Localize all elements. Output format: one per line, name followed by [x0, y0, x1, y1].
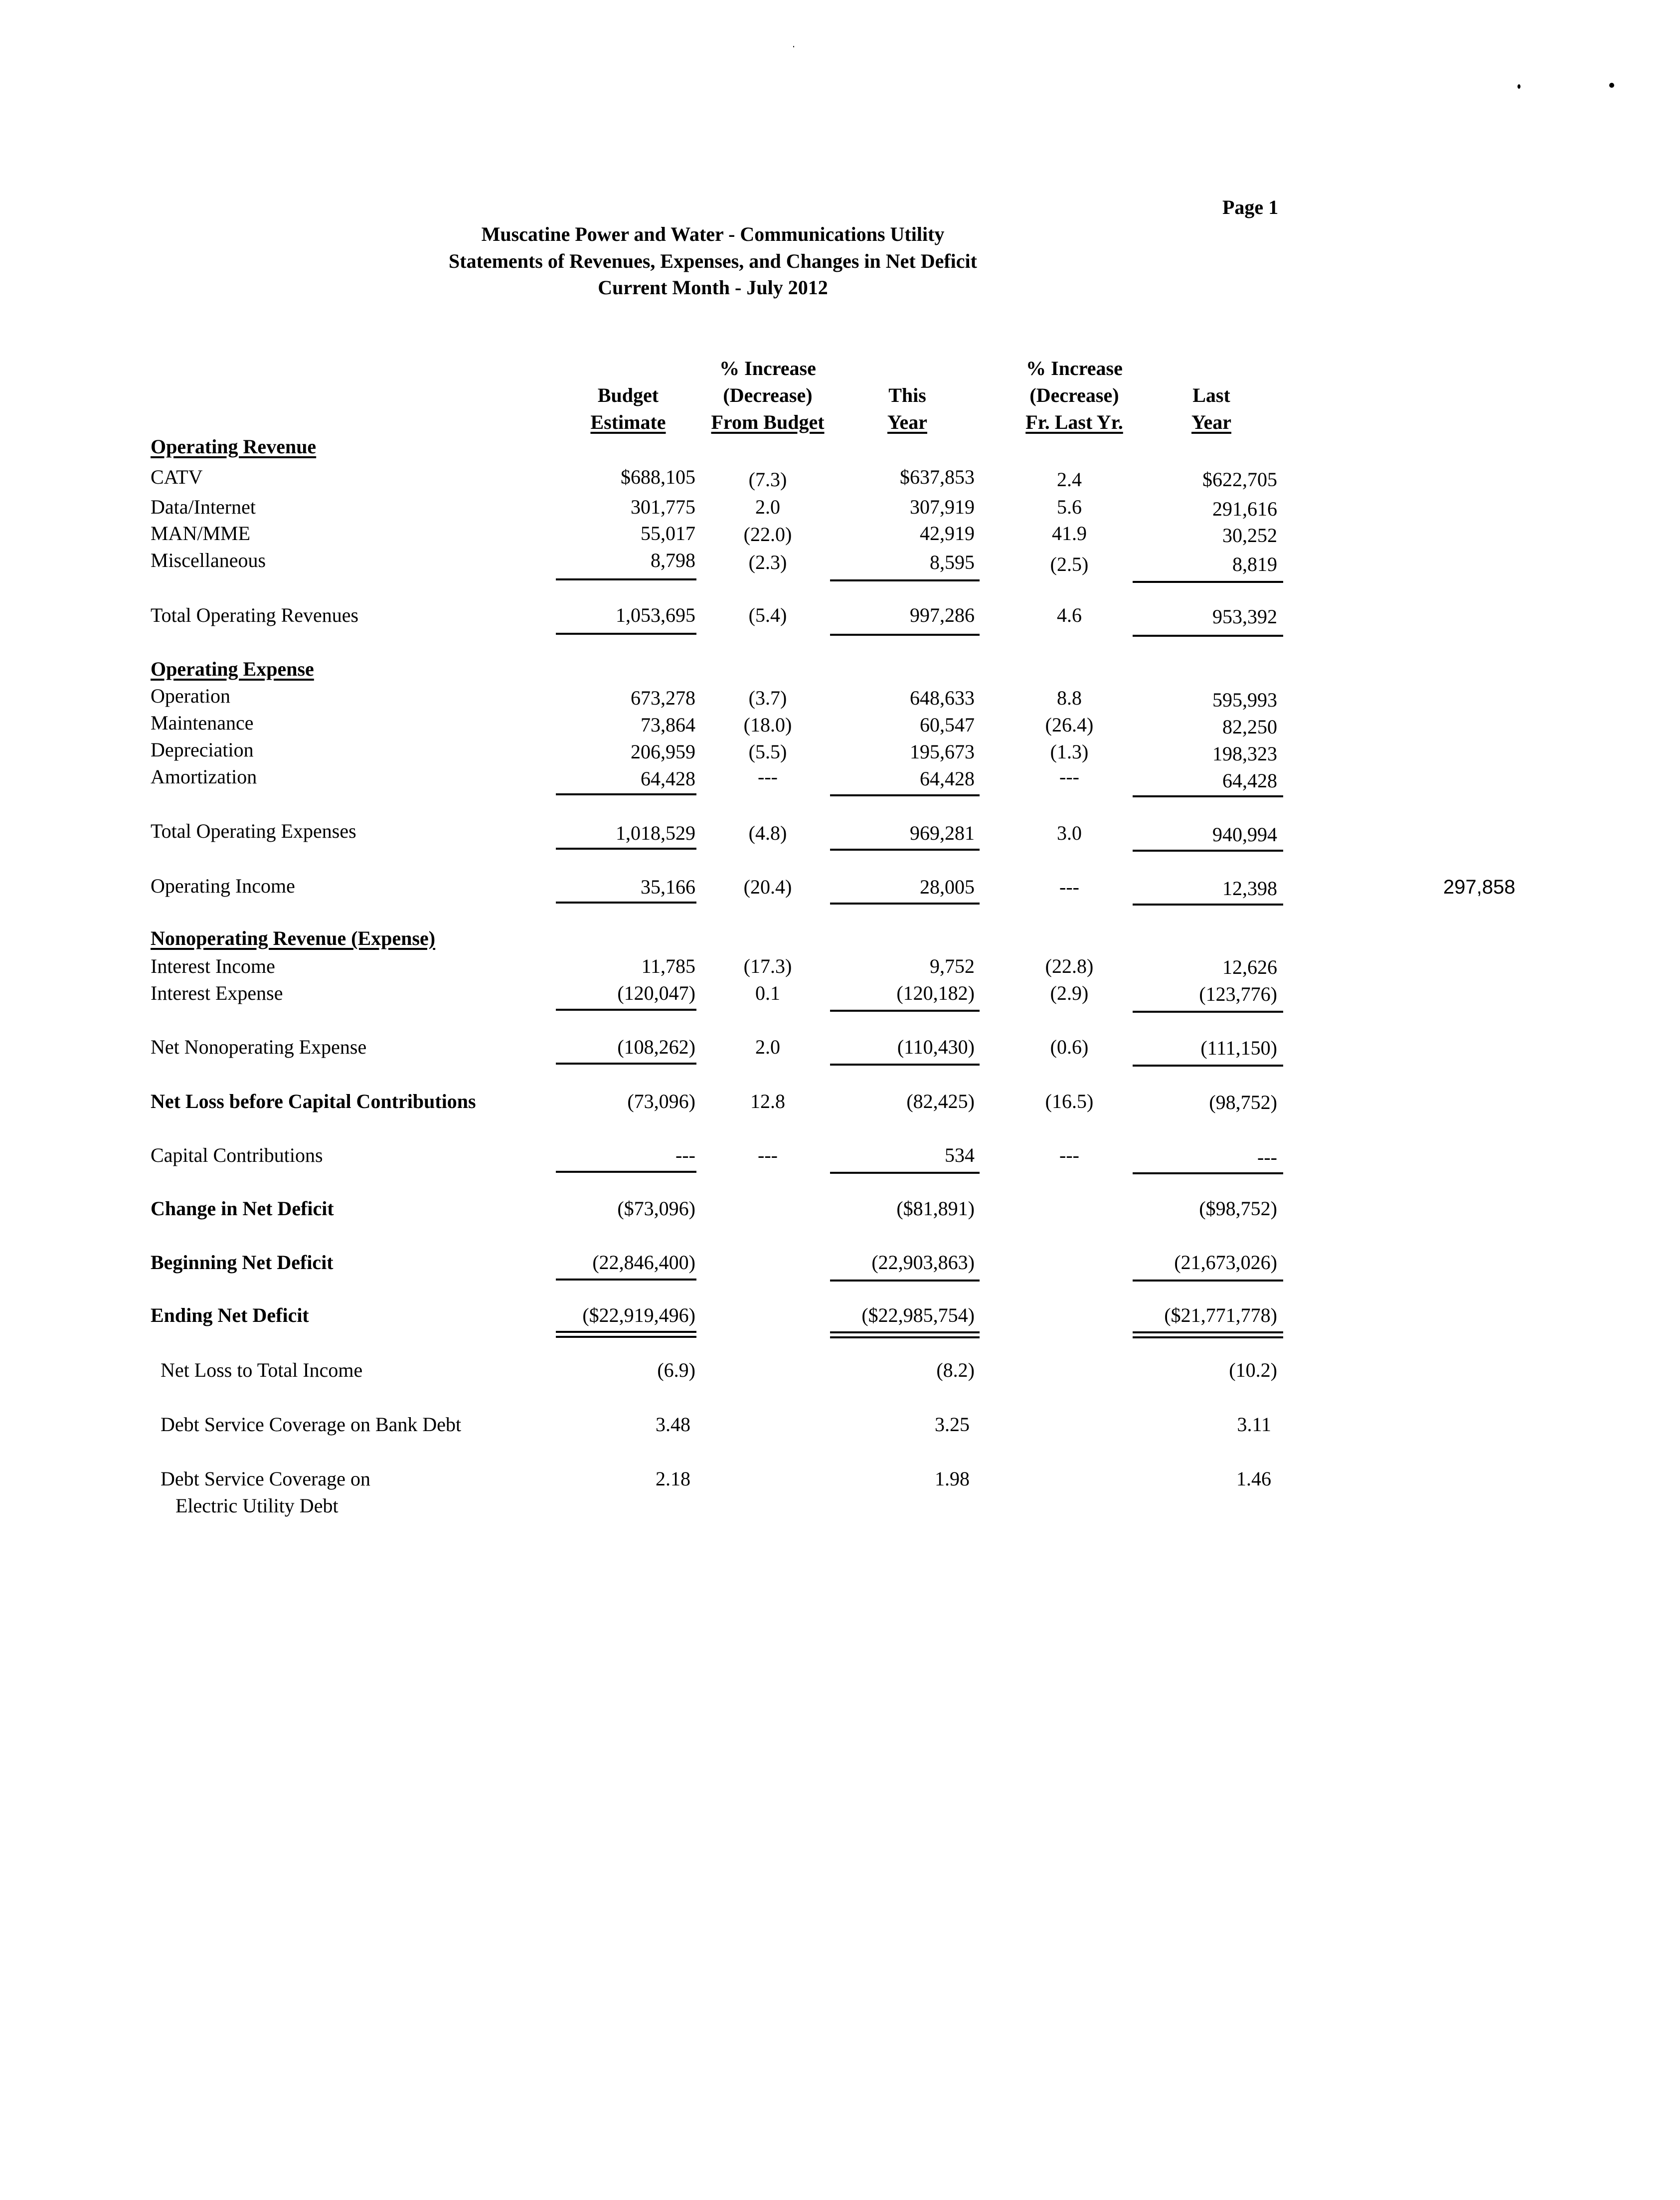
- col-header-line: [1152, 355, 1271, 382]
- cell-this-year: (82,425): [906, 1090, 975, 1112]
- cell-pct-budget: (7.3): [748, 468, 787, 491]
- cell-this-year: 42,919: [920, 522, 975, 545]
- cell-pct-last-year: (26.4): [1045, 714, 1094, 736]
- cell-last-year: 64,428: [1222, 769, 1277, 792]
- cell-pct-budget: 2.0: [755, 1036, 780, 1058]
- cell-this-year: 64,428: [920, 767, 975, 790]
- cell-pct-last-year: (1.3): [1050, 740, 1089, 763]
- cell-this-year: 1.98: [935, 1467, 970, 1490]
- col-header-line: [546, 355, 710, 382]
- cell-last-year: (10.2): [1229, 1359, 1277, 1381]
- col-header-line: Estimate: [590, 411, 666, 433]
- col-header-budget-estimate: [546, 355, 710, 436]
- total-rule: [1133, 1065, 1283, 1067]
- cell-this-year: 9,752: [930, 955, 975, 977]
- row-label-dsc-electric-debt-line2: Electric Utility Debt: [175, 1494, 338, 1517]
- total-rule: [556, 848, 696, 850]
- cell-budget: 1,053,695: [616, 604, 695, 626]
- cell-budget: 1,018,529: [616, 822, 695, 844]
- col-header-line: % Increase: [719, 357, 816, 379]
- cell-pct-budget: (3.7): [748, 687, 787, 709]
- col-header-line: Year: [1191, 411, 1231, 433]
- cell-budget: (22,846,400): [592, 1251, 695, 1274]
- subtotal-rule: [556, 1279, 696, 1281]
- total-rule: [830, 903, 980, 905]
- cell-pct-budget: ---: [758, 1144, 778, 1166]
- cell-this-year: 28,005: [920, 876, 975, 898]
- cell-pct-budget: 12.8: [750, 1090, 785, 1112]
- row-label-net-loss-to-total-income: Net Loss to Total Income: [161, 1359, 363, 1381]
- cell-this-year: 3.25: [935, 1413, 970, 1436]
- cell-pct-budget: (18.0): [743, 714, 792, 736]
- cell-pct-budget: (5.5): [748, 740, 787, 763]
- col-header-pct-from-last-year: [1002, 355, 1147, 436]
- cell-last-year: (111,150): [1200, 1037, 1277, 1059]
- col-header-this-year: [847, 355, 967, 436]
- cell-pct-budget: 2.0: [755, 496, 780, 518]
- subtotal-rule: [1133, 1172, 1283, 1174]
- cell-pct-budget: (22.0): [743, 523, 792, 546]
- subtotal-rule: [830, 794, 980, 796]
- total-rule: [556, 1063, 696, 1065]
- section-operating-revenue: Operating Revenue: [151, 435, 317, 458]
- cell-budget: 11,785: [641, 955, 695, 977]
- cell-pct-budget: ---: [758, 765, 778, 788]
- subtotal-rule: [1133, 795, 1283, 797]
- col-header-line: Fr. Last Yr.: [1025, 411, 1123, 433]
- cell-budget: ($22,919,496): [582, 1304, 695, 1326]
- cell-budget: 64,428: [641, 767, 695, 790]
- col-header-last-year: [1152, 355, 1271, 436]
- report-title-statement: Statements of Revenues, Expenses, and Changes in Net Deficit: [449, 250, 977, 272]
- subtotal-rule: [830, 579, 980, 581]
- cell-this-year: 648,633: [910, 687, 975, 709]
- cell-pct-last-year: (2.9): [1050, 982, 1089, 1004]
- row-label-maintenance: Maintenance: [151, 712, 254, 734]
- section-operating-expense: Operating Expense: [151, 658, 314, 680]
- cell-pct-last-year: ---: [1059, 1144, 1079, 1166]
- cell-this-year: 969,281: [910, 822, 975, 844]
- cell-budget: 8,798: [651, 549, 695, 571]
- total-rule: [1133, 850, 1283, 852]
- subtotal-rule: [556, 793, 696, 795]
- total-rule: [1133, 904, 1283, 906]
- cell-pct-last-year: ---: [1059, 876, 1079, 898]
- row-label-dsc-electric-debt-line1: Debt Service Coverage on: [161, 1467, 370, 1490]
- row-label-interest-expense: Interest Expense: [151, 982, 283, 1004]
- cell-last-year: 30,252: [1222, 524, 1277, 547]
- subtotal-rule: [1133, 1280, 1283, 1282]
- row-label-depreciation: Depreciation: [151, 738, 254, 761]
- cell-this-year: (110,430): [897, 1036, 975, 1058]
- report-title-company: Muscatine Power and Water - Communications Utility: [481, 223, 945, 245]
- cell-this-year: ($81,891): [896, 1197, 975, 1220]
- cell-this-year: (22,903,863): [871, 1251, 975, 1274]
- cell-last-year: 953,392: [1212, 605, 1277, 628]
- cell-pct-last-year: 3.0: [1057, 822, 1082, 844]
- cell-budget: 301,775: [631, 496, 695, 518]
- cell-last-year: 595,993: [1212, 689, 1277, 711]
- cell-last-year: 291,616: [1212, 498, 1277, 520]
- col-header-line: From Budget: [711, 411, 825, 433]
- total-rule: [830, 634, 980, 636]
- cell-last-year: 940,994: [1212, 823, 1277, 846]
- cell-pct-last-year: (2.5): [1050, 553, 1089, 575]
- cell-last-year: (123,776): [1199, 983, 1277, 1005]
- cell-pct-budget: (4.8): [748, 822, 787, 844]
- cell-budget: 2.18: [656, 1467, 690, 1490]
- cell-budget: 206,959: [631, 740, 695, 763]
- double-rule-top: [1133, 1331, 1283, 1333]
- cell-pct-last-year: 8.8: [1057, 687, 1082, 709]
- cell-budget: ---: [675, 1144, 695, 1166]
- cell-pct-budget: (20.4): [743, 876, 792, 898]
- cell-pct-budget: (17.3): [743, 955, 792, 977]
- cell-pct-budget: (2.3): [748, 551, 787, 573]
- col-header-line: [847, 355, 967, 382]
- cell-budget: 35,166: [641, 876, 695, 898]
- cell-last-year: ($98,752): [1199, 1197, 1277, 1220]
- cell-last-year: 82,250: [1222, 716, 1277, 738]
- total-rule: [1133, 635, 1283, 637]
- col-header-line: % Increase: [1026, 357, 1123, 379]
- cell-this-year: 60,547: [920, 714, 975, 736]
- row-label-catv: CATV: [151, 466, 203, 488]
- report-title-period: Current Month - July 2012: [598, 276, 828, 299]
- col-header-line: (Decrease): [1029, 384, 1119, 406]
- margin-note-value: 297,858: [1443, 876, 1515, 898]
- col-header-line: Last: [1192, 384, 1230, 406]
- cell-this-year: 307,919: [910, 496, 975, 518]
- cell-pct-last-year: (16.5): [1045, 1090, 1094, 1112]
- col-header-pct-from-budget: [695, 355, 840, 436]
- row-label-net-loss-before-capital: Net Loss before Capital Contributions: [151, 1090, 476, 1112]
- cell-this-year: (8.2): [936, 1359, 975, 1381]
- page-number: Page 1: [1222, 196, 1279, 218]
- scan-speck: [1517, 84, 1520, 89]
- cell-pct-last-year: 41.9: [1052, 522, 1087, 545]
- cell-budget: (6.9): [657, 1359, 695, 1381]
- cell-this-year: 195,673: [910, 740, 975, 763]
- col-header-line: This: [888, 384, 926, 406]
- double-rule-bottom: [556, 1336, 696, 1338]
- double-rule-bottom: [830, 1336, 980, 1338]
- subtotal-rule: [556, 1171, 696, 1173]
- cell-pct-last-year: 5.6: [1057, 496, 1082, 518]
- cell-budget: 673,278: [631, 687, 695, 709]
- cell-last-year: 8,819: [1232, 553, 1277, 575]
- cell-this-year: 8,595: [930, 551, 975, 573]
- cell-budget: 55,017: [641, 522, 695, 545]
- row-label-dsc-bank-debt: Debt Service Coverage on Bank Debt: [161, 1413, 462, 1436]
- cell-budget: (73,096): [627, 1090, 695, 1112]
- cell-last-year: 1.46: [1236, 1467, 1271, 1490]
- row-label-interest-income: Interest Income: [151, 955, 275, 977]
- subtotal-rule: [1133, 1011, 1283, 1013]
- row-label-total-operating-expenses: Total Operating Expenses: [151, 820, 356, 842]
- row-label-operating-income: Operating Income: [151, 875, 295, 897]
- total-rule: [556, 902, 696, 904]
- cell-budget: $688,105: [621, 466, 695, 488]
- scan-speck: [1609, 83, 1614, 88]
- row-label-miscellaneous: Miscellaneous: [151, 549, 266, 571]
- cell-pct-budget: (5.4): [748, 604, 787, 626]
- total-rule: [830, 1064, 980, 1066]
- cell-pct-last-year: (22.8): [1045, 955, 1094, 977]
- cell-last-year: (98,752): [1209, 1091, 1277, 1113]
- cell-last-year: ($21,771,778): [1164, 1304, 1277, 1326]
- total-rule: [556, 633, 696, 635]
- double-rule-bottom: [1133, 1336, 1283, 1338]
- subtotal-rule: [1133, 581, 1283, 583]
- cell-pct-last-year: ---: [1059, 765, 1079, 788]
- cell-last-year: 12,626: [1222, 956, 1277, 978]
- cell-pct-last-year: 2.4: [1057, 468, 1082, 491]
- cell-pct-budget: 0.1: [755, 982, 780, 1004]
- cell-last-year: (21,673,026): [1174, 1251, 1277, 1274]
- cell-this-year: 997,286: [910, 604, 975, 626]
- row-label-amortization: Amortization: [151, 765, 257, 788]
- cell-budget: (120,047): [617, 982, 695, 1004]
- cell-this-year: ($22,985,754): [861, 1304, 975, 1326]
- row-label-net-nonoperating-expense: Net Nonoperating Expense: [151, 1036, 367, 1058]
- cell-this-year: $637,853: [900, 466, 975, 488]
- cell-this-year: (120,182): [896, 982, 975, 1004]
- total-rule: [830, 849, 980, 851]
- cell-last-year: 198,323: [1212, 742, 1277, 765]
- cell-last-year: 3.11: [1237, 1413, 1271, 1436]
- cell-budget: ($73,096): [617, 1197, 695, 1220]
- cell-budget: (108,262): [617, 1036, 695, 1058]
- row-label-change-in-net-deficit: Change in Net Deficit: [151, 1197, 334, 1220]
- scan-speck: [793, 46, 794, 47]
- col-header-line: Year: [887, 411, 927, 433]
- col-header-line: (Decrease): [723, 384, 813, 406]
- row-label-capital-contributions: Capital Contributions: [151, 1144, 323, 1166]
- subtotal-rule: [830, 1010, 980, 1012]
- subtotal-rule: [830, 1280, 980, 1282]
- row-label-man-mme: MAN/MME: [151, 522, 251, 545]
- row-label-operation: Operation: [151, 685, 230, 707]
- subtotal-rule: [556, 1009, 696, 1011]
- cell-budget: 73,864: [641, 714, 695, 736]
- col-header-line: Budget: [597, 384, 659, 406]
- row-label-beginning-net-deficit: Beginning Net Deficit: [151, 1251, 334, 1274]
- cell-last-year: 12,398: [1222, 877, 1277, 900]
- cell-pct-last-year: 4.6: [1057, 604, 1082, 626]
- cell-last-year: $622,705: [1202, 468, 1277, 491]
- cell-budget: 3.48: [656, 1413, 690, 1436]
- cell-this-year: 534: [945, 1144, 975, 1166]
- double-rule-top: [830, 1331, 980, 1333]
- cell-pct-last-year: (0.6): [1050, 1036, 1089, 1058]
- double-rule-top: [556, 1331, 696, 1333]
- subtotal-rule: [556, 578, 696, 580]
- row-label-data-internet: Data/Internet: [151, 496, 256, 518]
- subtotal-rule: [830, 1172, 980, 1174]
- row-label-total-operating-revenues: Total Operating Revenues: [151, 604, 359, 626]
- row-label-ending-net-deficit: Ending Net Deficit: [151, 1304, 309, 1326]
- cell-last-year: ---: [1257, 1146, 1277, 1168]
- section-nonoperating: Nonoperating Revenue (Expense): [151, 927, 436, 949]
